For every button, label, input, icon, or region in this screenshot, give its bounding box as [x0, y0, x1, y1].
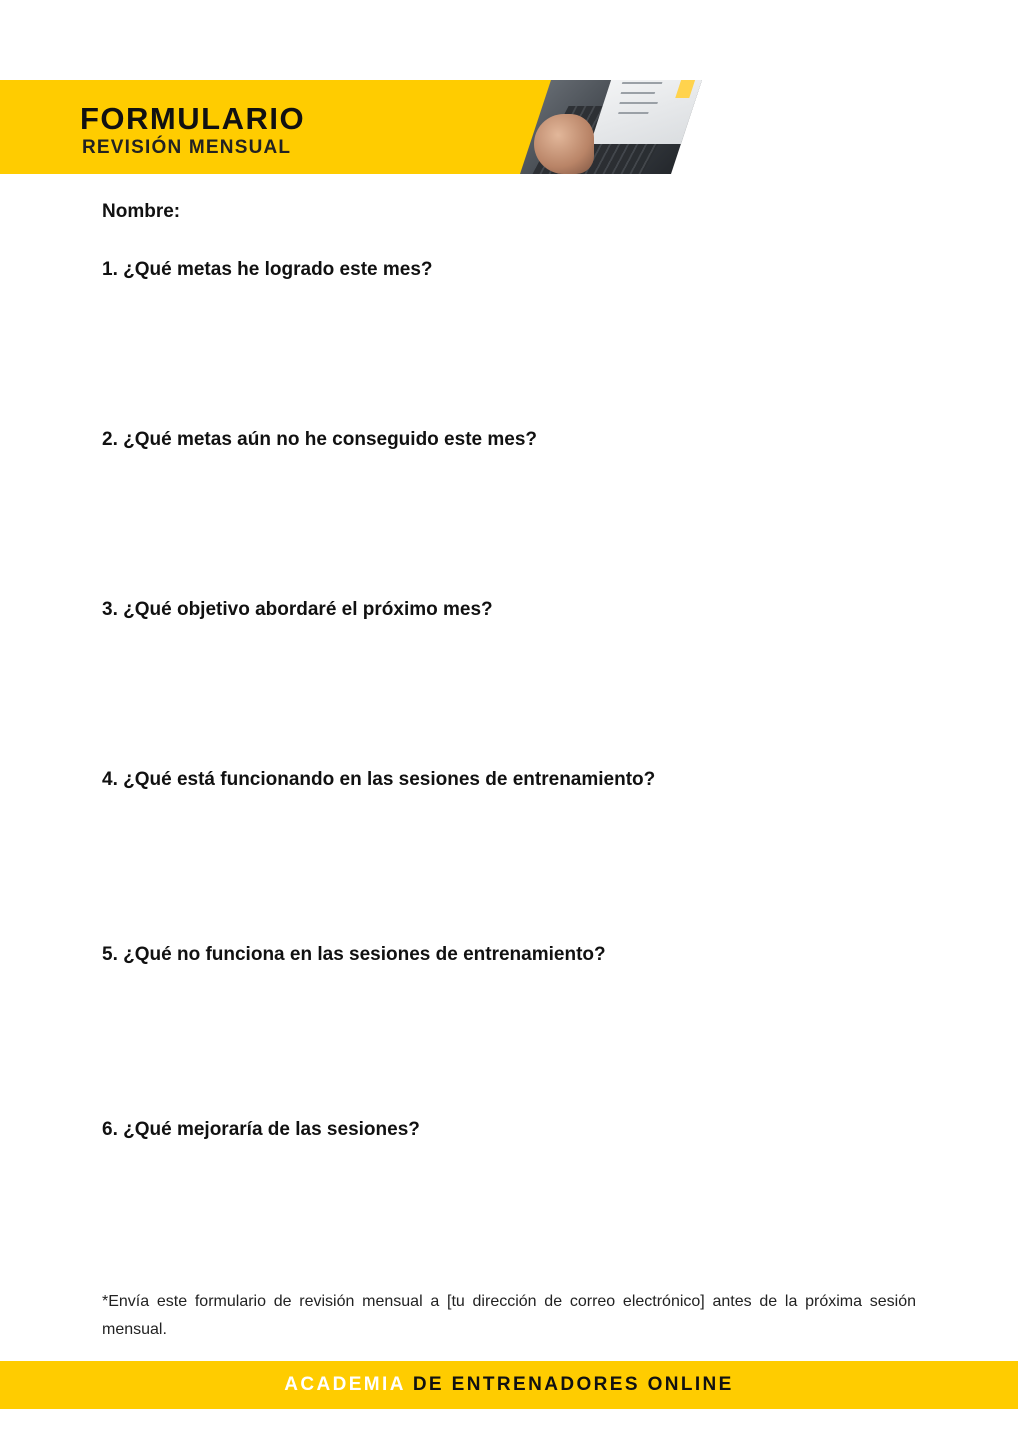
laptop-screen-graphic — [590, 80, 702, 144]
footer-brand — [284, 1373, 734, 1397]
question-4: 4. ¿Qué está funcionando en las sesiones de entrenamiento? — [102, 769, 656, 790]
question-1: 1. ¿Qué metas he logrado este mes? — [102, 259, 433, 280]
footer-banner — [0, 1361, 1018, 1409]
hand-graphic — [534, 114, 594, 174]
page-title: FORMULARIO — [80, 101, 306, 136]
footer-brand-accent: ACADEMIA — [284, 1374, 406, 1395]
laptop-typing-photo — [520, 80, 702, 174]
question-2: 2. ¿Qué metas aún no he conseguido este mes? — [102, 429, 537, 450]
footnote: *Envía este formulario de revisión mensual a [tu dirección de correo electrónico] antes de la próxima sesión mensual. — [102, 1293, 916, 1338]
page-subtitle: REVISIÓN MENSUAL — [82, 137, 292, 158]
question-5: 5. ¿Qué no funciona en las sesiones de entrenamiento? — [102, 944, 606, 965]
header-banner — [0, 80, 1018, 174]
footer-brand-rest: DE ENTRENADORES ONLINE — [412, 1374, 734, 1395]
question-3: 3. ¿Qué objetivo abordaré el próximo mes? — [102, 599, 493, 620]
question-6: 6. ¿Qué mejoraría de las sesiones? — [102, 1119, 420, 1140]
name-field-label: Nombre: — [102, 201, 181, 222]
